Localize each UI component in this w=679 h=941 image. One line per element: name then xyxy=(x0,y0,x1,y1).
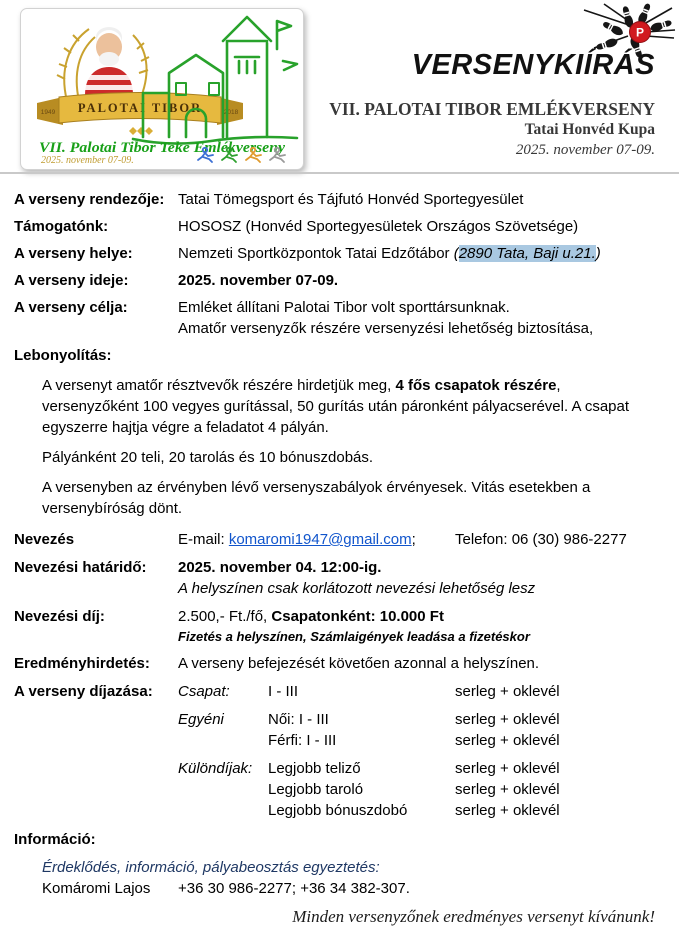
execution-paragraph-3: A versenyben az érvényben lévő versenyszabályok érvényesek. Vitás esetekben a versenybíróság dönt. xyxy=(42,479,591,517)
row-awards xyxy=(14,681,655,821)
email-label: E-mail: xyxy=(178,531,229,548)
sponsor-label: Támogatónk: xyxy=(14,218,109,235)
sponsor-value: HOSOSZ (Honvéd Sportegyesületek Országos Szövetsége) xyxy=(178,218,579,235)
deadline-date: 2025. november 04. 12:00-ig. xyxy=(178,559,382,576)
row-entry xyxy=(14,529,655,550)
purpose-label: A verseny célja: xyxy=(14,299,128,316)
closing-wish: Minden versenyzőnek eredményes versenyt kívánunk! xyxy=(292,907,655,926)
execution-paragraph-2: Pályánként 20 teli, 20 tarolás és 10 bónuszdobás. xyxy=(42,449,374,466)
award-item: Férfi: I - III xyxy=(268,732,337,749)
logo-date: 2025. november 07-09. xyxy=(41,155,134,166)
deadline-label: Nevezési határidő: xyxy=(14,559,147,576)
entry-value xyxy=(178,529,655,550)
venue-paren-close: ) xyxy=(595,245,601,262)
fee-note: Fizetés a helyszínen, Számlaigények leadása a fizetéskor xyxy=(178,629,530,644)
p1-end: , versenyzőként 100 vegyes gurítással, 50 gurítás után páronként pályacserével. A csapat egyszerre hajtja végre a feladatot 4 pályán. xyxy=(42,377,630,436)
row-purpose xyxy=(14,297,655,339)
awards-group-team xyxy=(178,681,655,702)
award-prize: serleg + oklevél xyxy=(455,711,560,728)
award-item: Legjobb bónuszdobó xyxy=(268,802,408,819)
award-prize: serleg + oklevél xyxy=(455,732,560,749)
logo-banner-name: PALOTAI TIBOR xyxy=(77,101,203,115)
entry-label: Nevezés xyxy=(14,531,75,548)
row-organizer xyxy=(14,189,655,210)
email-link[interactable]: komaromi1947@gmail.com xyxy=(228,531,412,548)
venue-label: A verseny helye: xyxy=(14,245,133,262)
ribbon-banner xyxy=(37,93,243,136)
fee-label: Nevezési díj: xyxy=(14,608,105,625)
title-block xyxy=(329,99,655,160)
date-label: A verseny ideje: xyxy=(14,272,129,289)
fee-line xyxy=(178,606,655,627)
purpose-line2: Amatőr versenyzők részére versenyzési lehetőség biztosítása, xyxy=(178,320,594,337)
purpose-value xyxy=(178,297,655,339)
award-row xyxy=(268,709,655,730)
organizer-value: Tatai Tömegsport és Tájfutó Honvéd Sportegyesület xyxy=(178,191,524,208)
row-sponsor xyxy=(14,216,655,237)
ribbon-ornament xyxy=(129,127,153,135)
row-fee xyxy=(14,606,655,646)
p1-start: A versenyt amatőr résztvevők részére hirdetjük meg, xyxy=(42,377,396,394)
results-label: Eredményhirdetés: xyxy=(14,655,150,672)
fee-regular: 2.500,- Ft./fő, xyxy=(178,608,272,625)
header xyxy=(0,0,679,173)
organizer-label: A verseny rendezője: xyxy=(14,191,165,208)
award-prize: serleg + oklevél xyxy=(455,683,560,700)
fee-value xyxy=(178,606,655,646)
document-type-title: VERSENYKIÍRÁS xyxy=(411,49,655,81)
entry-phone: Telefon: 06 (30) 986-2277 xyxy=(455,531,627,548)
info-note: Érdeklődés, információ, pályabeosztás egyeztetés: xyxy=(42,859,380,876)
award-prize: serleg + oklevél xyxy=(455,781,560,798)
logo-year-left: 1949 xyxy=(40,109,56,116)
row-venue xyxy=(14,243,655,264)
award-row xyxy=(268,779,655,800)
contact-phones: +36 30 986-2277; +36 34 382-307. xyxy=(178,880,410,897)
awards-label: A verseny díjazása: xyxy=(14,683,153,700)
results-value: A verseny befejezését követően azonnal a helyszínen. xyxy=(178,655,540,672)
award-row xyxy=(268,800,655,821)
execution-paragraph-1 xyxy=(42,375,648,438)
logo-year-right: 2018 xyxy=(223,109,239,116)
event-date: 2025. november 07-09. xyxy=(515,142,655,158)
award-prize: serleg + oklevél xyxy=(455,802,560,819)
event-subtitle: Tatai Honvéd Kupa xyxy=(524,121,655,138)
row-date xyxy=(14,270,655,291)
deadline-value xyxy=(178,557,655,599)
award-item: Legjobb taroló xyxy=(268,781,364,798)
info-contact xyxy=(42,878,655,899)
award-row xyxy=(268,730,655,751)
award-item: I - III xyxy=(268,683,298,700)
venue-value xyxy=(178,243,655,264)
date-value: 2025. november 07-09. xyxy=(178,272,339,289)
contact-name: Komáromi Lajos xyxy=(42,880,151,897)
event-logo-image xyxy=(20,8,304,170)
logo-artwork xyxy=(21,9,301,167)
deadline-note: A helyszínen csak korlátozott nevezési lehetőség lesz xyxy=(178,580,536,597)
awards-category: Csapat: xyxy=(178,683,230,700)
document-body xyxy=(0,173,679,927)
award-prize: serleg + oklevél xyxy=(455,760,560,777)
row-deadline xyxy=(14,557,655,599)
venue-address-highlight: 2890 Tata, Baji u.21. xyxy=(458,245,596,262)
castle-drawing xyxy=(133,17,297,144)
awards-category: Egyéni xyxy=(178,711,224,728)
award-row xyxy=(268,758,655,779)
awards-category: Különdíjak: xyxy=(178,760,253,777)
entry-email-cell xyxy=(178,529,455,550)
purpose-line1: Emléket állítani Palotai Tibor volt sporttársunknak. xyxy=(178,299,510,316)
row-results xyxy=(14,653,655,674)
logo-caption: VII. Palotai Tibor Teke Emlékverseny xyxy=(39,140,286,156)
event-title: VII. PALOTAI TIBOR EMLÉKVERSENY xyxy=(329,99,655,119)
section-heading-info: Információ: xyxy=(14,831,96,848)
email-suffix: ; xyxy=(411,531,416,548)
section-heading-execution: Lebonyolítás: xyxy=(14,347,112,364)
award-row xyxy=(268,681,655,702)
award-item: Legjobb teliző xyxy=(268,760,361,777)
awards-table xyxy=(178,681,655,821)
ball-letter: P xyxy=(635,25,645,40)
fee-bold: Csapatonként: 10.000 Ft xyxy=(271,608,444,625)
award-item: Női: I - III xyxy=(268,711,329,728)
awards-group-individual xyxy=(178,709,655,751)
p1-bold: 4 fős csapatok részére xyxy=(395,377,557,394)
venue-paren-open: ( xyxy=(453,245,459,262)
venue-text: Nemzeti Sportközpontok Tatai Edzőtábor xyxy=(178,245,454,262)
portrait-image xyxy=(83,27,135,95)
header-divider xyxy=(0,172,679,174)
awards-group-special xyxy=(178,758,655,821)
